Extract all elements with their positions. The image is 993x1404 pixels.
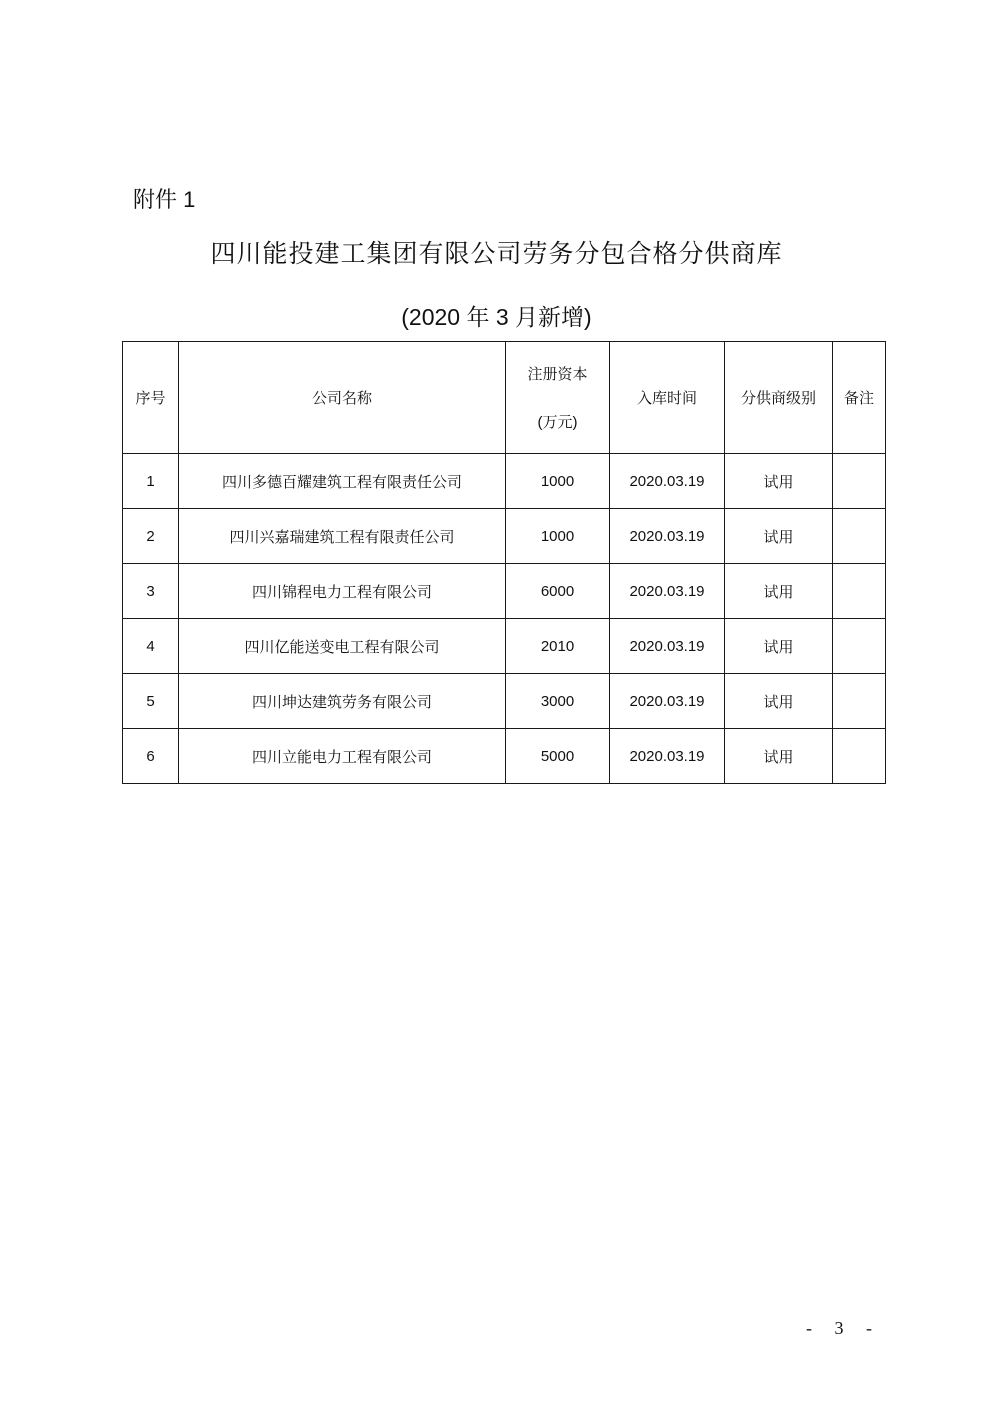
- cell-company: 四川锦程电力工程有限公司: [179, 564, 506, 619]
- header-capital: [506, 342, 610, 454]
- header-capital-line2: (万元): [537, 414, 578, 431]
- cell-company: 四川兴嘉瑞建筑工程有限责任公司: [179, 509, 506, 564]
- cell-capital: 3000: [506, 674, 610, 729]
- cell-date: 2020.03.19: [610, 729, 725, 784]
- cell-level: 试用: [725, 674, 833, 729]
- cell-note: [833, 674, 886, 729]
- header-note: 备注: [833, 342, 886, 454]
- cell-company: 四川多德百耀建筑工程有限责任公司: [179, 454, 506, 509]
- cell-seq: 2: [123, 509, 179, 564]
- table-row: [123, 509, 886, 564]
- table-row: [123, 564, 886, 619]
- header-company: 公司名称: [179, 342, 506, 454]
- cell-date: 2020.03.19: [610, 564, 725, 619]
- header-seq: 序号: [123, 342, 179, 454]
- cell-note: [833, 619, 886, 674]
- supplier-table: [122, 341, 886, 784]
- cell-date: 2020.03.19: [610, 619, 725, 674]
- cell-seq: 4: [123, 619, 179, 674]
- cell-note: [833, 509, 886, 564]
- cell-seq: 3: [123, 564, 179, 619]
- table-row: [123, 674, 886, 729]
- header-capital-lines: [506, 342, 609, 453]
- cell-note: [833, 729, 886, 784]
- cell-date: 2020.03.19: [610, 509, 725, 564]
- document-title: 四川能投建工集团有限公司劳务分包合格分供商库: [210, 240, 783, 268]
- cell-seq: 1: [123, 454, 179, 509]
- cell-date: 2020.03.19: [610, 454, 725, 509]
- cell-company: 四川坤达建筑劳务有限公司: [179, 674, 506, 729]
- cell-date: 2020.03.19: [610, 674, 725, 729]
- cell-capital: 1000: [506, 509, 610, 564]
- cell-level: 试用: [725, 619, 833, 674]
- cell-company: 四川亿能送变电工程有限公司: [179, 619, 506, 674]
- cell-note: [833, 454, 886, 509]
- header-date: 入库时间: [610, 342, 725, 454]
- table-header-row: [123, 342, 886, 454]
- attachment-label: 附件 1: [133, 187, 196, 212]
- table-row: [123, 454, 886, 509]
- cell-note: [833, 564, 886, 619]
- cell-capital: 5000: [506, 729, 610, 784]
- document-subtitle: (2020 年 3 月新增): [401, 304, 592, 330]
- header-capital-line1: 注册资本: [527, 366, 588, 383]
- cell-level: 试用: [725, 454, 833, 509]
- cell-level: 试用: [725, 509, 833, 564]
- cell-capital: 2010: [506, 619, 610, 674]
- cell-level: 试用: [725, 729, 833, 784]
- cell-seq: 6: [123, 729, 179, 784]
- header-level: 分供商级别: [725, 342, 833, 454]
- cell-capital: 6000: [506, 564, 610, 619]
- page-number: - 3 -: [806, 1318, 881, 1338]
- cell-level: 试用: [725, 564, 833, 619]
- cell-capital: 1000: [506, 454, 610, 509]
- cell-company: 四川立能电力工程有限公司: [179, 729, 506, 784]
- table-row: [123, 619, 886, 674]
- table-row: [123, 729, 886, 784]
- cell-seq: 5: [123, 674, 179, 729]
